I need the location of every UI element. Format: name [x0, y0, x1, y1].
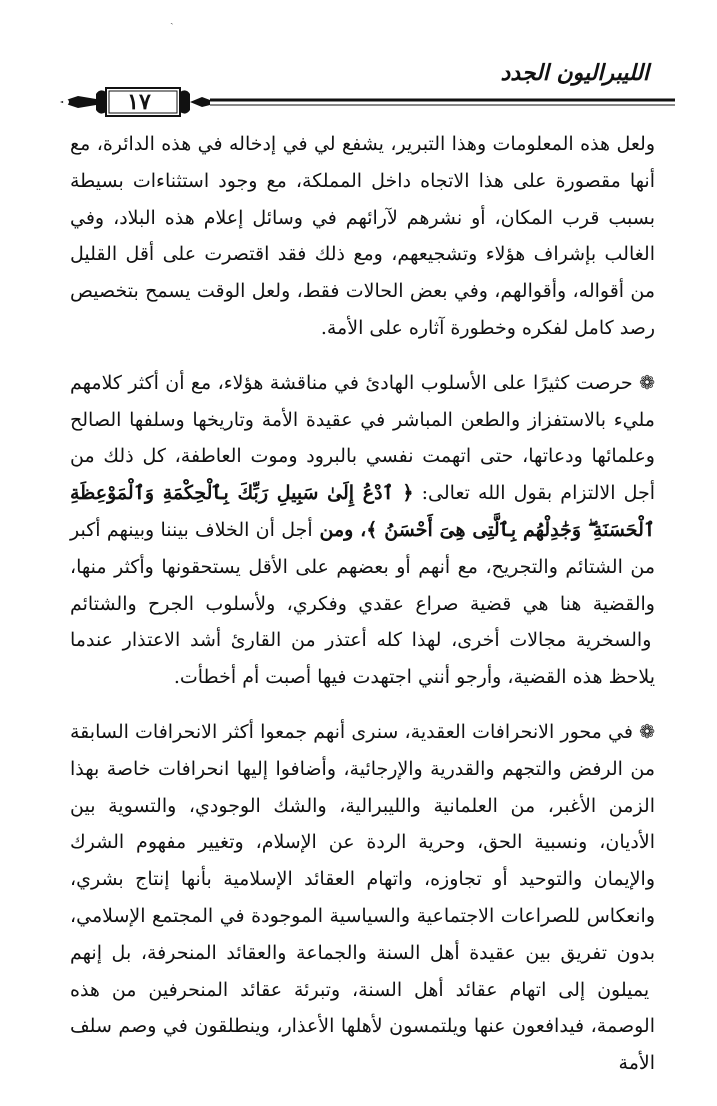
text-line: حتى اتهمت نفسي بالبرود وموت العاطفة، كل ذلك من أجل الالتزام بقول الله تعالى: [70, 445, 655, 505]
text-line: والشتائم والسخرية مجالات أخرى، لهذا كله أعتذر من القارئ أشد الاعتذار عندما [70, 592, 652, 652]
running-title: الليبراليون الجدد [500, 60, 649, 86]
text-line: الحق، وحرية الردة عن الإسلام، وتغيير مفهوم الشرك والإيمان والتوحيد أو تجاوزه، [70, 831, 655, 891]
scan-speck: ˎ [170, 12, 174, 25]
text-line: يستحقونها وأكثر منها، والقضية هنا هي قضية صراع عقدي وفكري، ولأسلوب الجرح [70, 555, 655, 615]
paragraph [70, 365, 655, 696]
text-line: ولعل هذه المعلومات وهذا التبرير، يشفع لي في إدخاله في هذه الدائرة، مع أنها [70, 133, 655, 192]
text-line: ومع ذلك فقد اقتصرت على أقل القليل من أقواله، وأقوالهم، وفي بعض الحالات فقط، [70, 243, 655, 303]
text-line: الموجودة في المجتمع الإسلامي، بدون تفريق بين عقيدة أهل السنة والجماعة والعقائد [70, 904, 655, 964]
text-line: واتهام العقائد الإسلامية بأنها إنتاج بشري، وانعكاس للصراعات الاجتماعية والسياسية [70, 868, 655, 927]
text-line: الوصمة، فيدافعون عنها ويلتمسون لأهلها الأعذار، وينطلقون في وصم سلف الأمة [70, 1015, 655, 1075]
text-line: الأغبر، من العلمانية والليبرالية، والشك الوجودي، والتسوية بين الأديان، ونسبية [70, 794, 655, 854]
text-line: ❁ حرصت كثيرًا على الأسلوب الهادئ في مناقشة هؤلاء، مع أن أكثر كلامهم مليء [70, 371, 655, 431]
text-line: المنحرفة، بل إنهم يميلون إلى اتهام عقائد أهل السنة، وتبرئة عقائد المنحرفين من هذه [70, 941, 650, 1001]
body-text [70, 126, 655, 1082]
paragraph [70, 714, 655, 1082]
text-line: ولعل الوقت يسمح بتخصيص رصد كامل لفكره وخطورة آثاره على الأمة. [70, 280, 655, 339]
text-line: الرفض والتجهم والقدرية والإرجائية، وأضافوا إليها انحرافات خاصة بهذا الزمن [70, 757, 655, 817]
text-line: أجل أن الخلاف بيننا وبينهم أكبر من الشتائم والتجريح، مع أنهم أو بعضهم على الأقل [70, 518, 655, 578]
text-line: بالاستفزاز والطعن المباشر في عقيدة الأمة وتاريخها وسلفها الصالح وعلمائها ودعاتها، [70, 408, 655, 468]
text-line: أو نشرهم لآرائهم في وسائل إعلام هذه البلاد، وفي الغالب بإشراف هؤلاء وتشجيعهم، [70, 206, 655, 266]
text-line: ❁ في محور الانحرافات العقدية، سنرى أنهم جمعوا أكثر الانحرافات السابقة من [70, 720, 656, 780]
page-number: ١٧ [127, 89, 151, 115]
paragraph [70, 126, 655, 347]
text-line: يلاحظ هذه القضية، وأرجو أنني اجتهدت فيها أصبت أم أخطأت. [173, 666, 655, 689]
text-line: مقصورة على هذا الاتجاه داخل المملكة، مع وجود استثناءات بسيطة بسبب قرب المكان، [70, 169, 655, 229]
quran-verse-line: ﴿ ٱدْعُ إِلَىٰ سَبِيلِ رَبِّكَ بِٱلْحِكْمَةِ وَٱلْمَوْعِظَةِ ٱلْحَسَنَةِ ۖ وَجَٰدِلْهُم بِٱلَّتِى هِىَ أَحْسَنُ ﴾، ومن [70, 482, 655, 541]
